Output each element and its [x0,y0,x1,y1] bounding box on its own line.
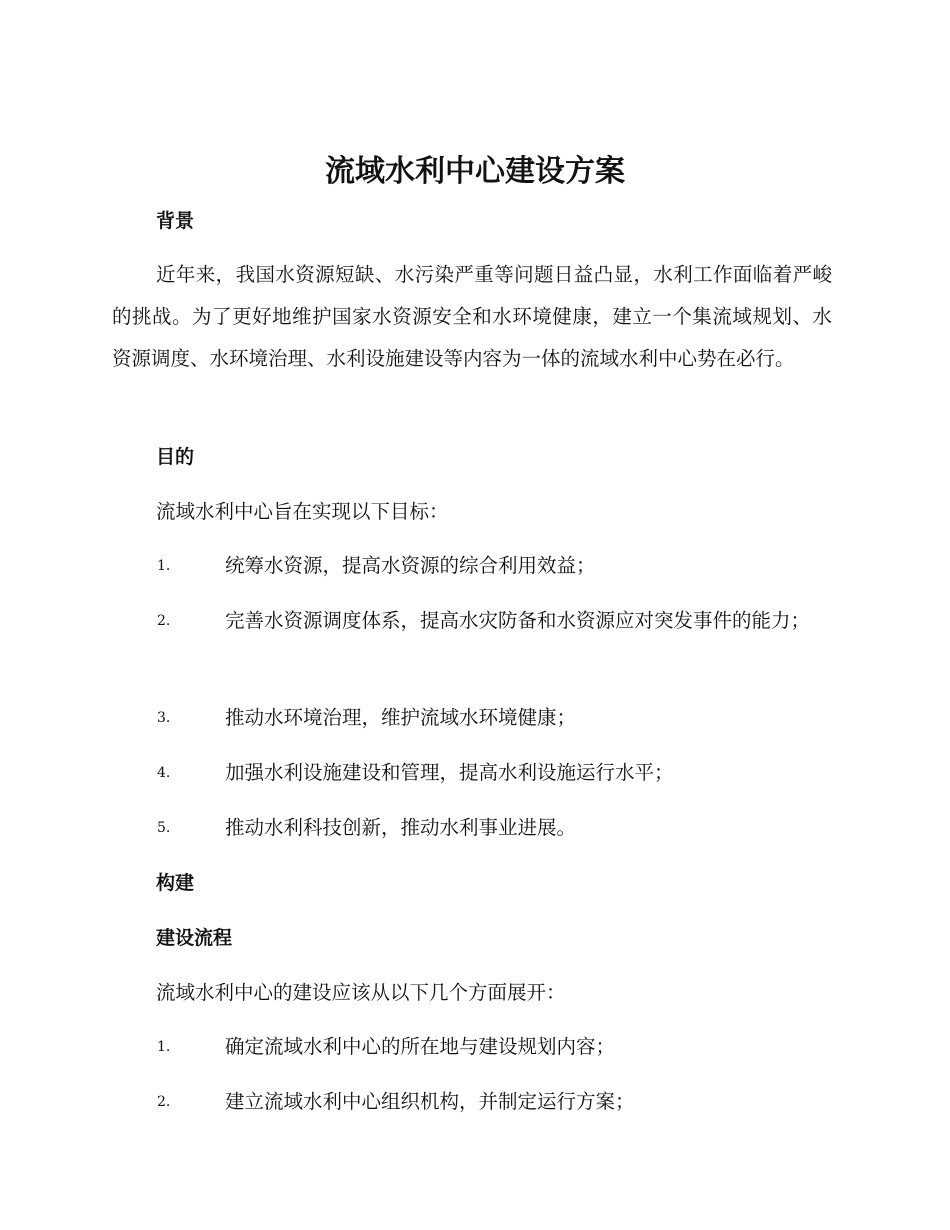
subsection-heading-process: 建设流程 [156,927,233,949]
list-item [112,752,834,794]
list-text: 完善水资源调度体系，提高水灾防备和水资源应对突发事件的能力； [225,609,811,632]
section-heading-purpose: 目的 [156,446,195,468]
list-number: 3. [157,710,171,726]
construction-lead: 流域水利中心的建设应该从以下几个方面展开： [156,981,566,1004]
list-item [112,545,834,587]
list-text: 推动水环境治理，维护流域水环境健康； [225,706,577,729]
list-text: 推动水利科技创新，推动水利事业进展。 [225,816,577,839]
list-number: 1. [157,558,171,574]
list-number: 2. [157,613,171,629]
list-item [112,1026,834,1068]
list-item [112,600,834,642]
list-number: 5. [157,820,171,836]
list-text: 统筹水资源，提高水资源的综合利用效益； [225,554,596,577]
document-title: 流域水利中心建设方案 [325,154,625,189]
list-text: 加强水利设施建设和管理，提高水利设施运行水平； [225,761,674,784]
section-heading-background: 背景 [156,210,195,232]
list-text: 确定流域水利中心的所在地与建设规划内容； [225,1035,616,1058]
list-item [112,1081,834,1123]
list-item [112,807,834,849]
list-number: 1. [157,1039,171,1055]
list-item [112,697,834,739]
list-text: 建立流域水利中心组织机构，并制定运行方案； [225,1090,635,1113]
list-number: 4. [157,765,171,781]
list-number: 2. [157,1094,171,1110]
section-heading-construction: 构建 [156,872,195,894]
background-paragraph: 近年来，我国水资源短缺、水污染严重等问题日益凸显，水利工作面临着严峻的挑战。为了更好地维护国家水资源安全和水环境健康，建立一个集流域规划、水资源调度、水环境治理、水利设施建设等内容为一体的流域水利中心势在必行。 [112,263,832,370]
purpose-lead: 流域水利中心旨在实现以下目标： [156,500,449,523]
